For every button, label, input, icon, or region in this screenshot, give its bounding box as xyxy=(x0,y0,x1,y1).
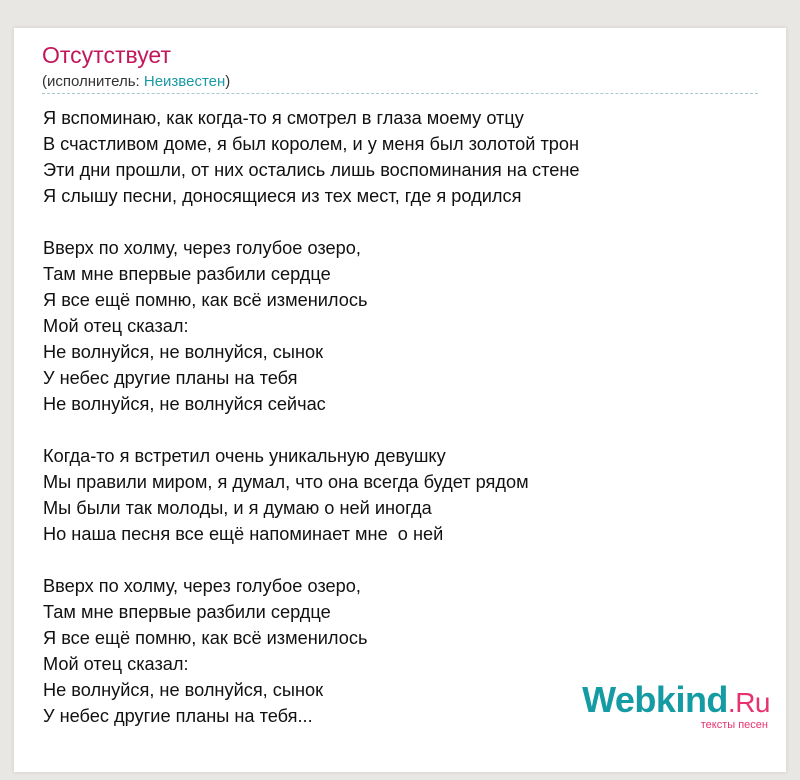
lyric-blank-line xyxy=(43,209,773,235)
lyric-line: Не волнуйся, не волнуйся сейчас xyxy=(43,394,326,414)
logo-main-text: Webkind xyxy=(582,679,728,720)
logo-wordmark xyxy=(582,679,770,721)
artist-prefix: (исполнитель: xyxy=(42,73,144,90)
lyric-line: Вверх по холму, через голубое озеро, xyxy=(43,238,361,258)
lyric-line: Мы были так молоды, и я думаю о ней иногда xyxy=(43,498,432,518)
lyric-blank-line xyxy=(43,547,773,573)
artist-suffix: ) xyxy=(225,73,231,90)
logo-tagline: тексты песен xyxy=(700,719,768,731)
lyric-line: Не волнуйся, не волнуйся, сынок xyxy=(43,680,324,700)
lyric-line: Я слышу песни, доносящиеся из тех мест, где я родился xyxy=(43,186,522,206)
artist-line xyxy=(42,73,230,90)
divider xyxy=(42,93,758,94)
lyric-blank-line xyxy=(43,417,773,443)
lyric-line: Там мне впервые разбили сердце xyxy=(43,602,331,622)
lyric-line: Я все ещё помню, как всё изменилось xyxy=(43,628,368,648)
lyric-line: Я вспоминаю, как когда-то я смотрел в глаза моему отцу xyxy=(43,108,524,128)
lyric-line: Когда-то я встретил очень уникальную девушку xyxy=(43,446,446,466)
lyrics-card xyxy=(14,28,786,772)
lyric-line: У небес другие планы на тебя... xyxy=(43,706,313,726)
artist-link[interactable]: Неизвестен xyxy=(143,73,226,90)
lyric-line: Мой отец сказал: xyxy=(43,654,189,674)
logo-suffix: .Ru xyxy=(727,687,770,718)
site-logo[interactable] xyxy=(582,679,770,731)
lyric-line: В счастливом доме, я был королем, и у меня был золотой трон xyxy=(43,134,580,154)
lyrics-text xyxy=(43,105,773,729)
lyric-line: Эти дни прошли, от них остались лишь воспоминания на стене xyxy=(43,160,580,180)
lyric-line: Мой отец сказал: xyxy=(43,316,189,336)
lyric-line: Вверх по холму, через голубое озеро, xyxy=(43,576,361,596)
lyric-line: Я все ещё помню, как всё изменилось xyxy=(43,290,368,310)
lyric-line: Не волнуйся, не волнуйся, сынок xyxy=(43,342,324,362)
lyric-line: Мы правили миром, я думал, что она всегда будет рядом xyxy=(43,472,529,492)
lyric-line: Там мне впервые разбили сердце xyxy=(43,264,331,284)
lyric-line: У небес другие планы на тебя xyxy=(43,368,298,388)
lyric-line: Но наша песня все ещё напоминает мне о ней xyxy=(43,524,444,544)
song-title: Отсутствует xyxy=(42,42,171,68)
